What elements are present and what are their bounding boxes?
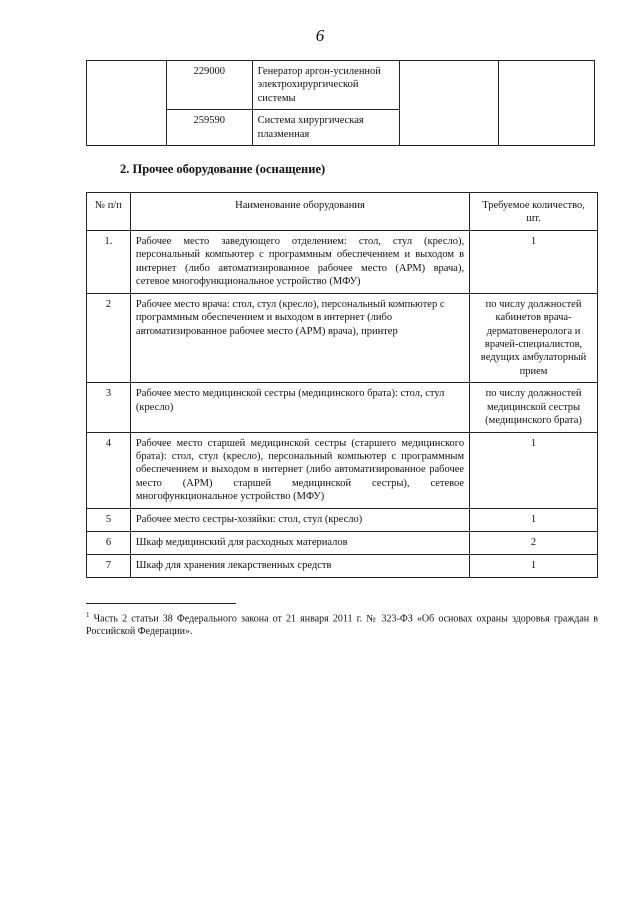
equipment-name: Система хирургическая плазменная [252, 110, 399, 146]
table-header-row [87, 193, 598, 231]
row-name: Рабочее место врача: стол, стул (кресло), персональный компьютер с программным обеспечением и выходом в интернет (либо автоматизированное рабочее место (АРМ) врача), принтер [130, 293, 469, 383]
row-qty: по числу должностей медицинской сестры (медицинского брата) [470, 383, 598, 432]
row-qty: по числу должностей кабинетов врача-дерматовенеролога и врачей-специалистов, ведущих амбулаторный прием [470, 293, 598, 383]
row-name: Рабочее место старшей медицинской сестры (старшего медицинского брата): стол, стул (кресло), персональный компьютер с программным обеспечением и выходом в интернет (либо автоматизированное рабочее место (АРМ) старшей медицинской сестры), сетевое многофункциональное устройство (МФУ) [130, 432, 469, 508]
row-name: Рабочее место сестры-хозяйки: стол, стул (кресло) [130, 508, 469, 531]
row-qty: 2 [470, 531, 598, 554]
header-num: № п/п [87, 193, 131, 231]
table-row [87, 383, 598, 432]
continuation-table [86, 60, 595, 146]
table-row [87, 61, 595, 110]
header-name: Наименование оборудования [130, 193, 469, 231]
table-row [87, 508, 598, 531]
page-number: 6 [315, 26, 325, 45]
table-row [87, 432, 598, 508]
table-cell-empty [399, 61, 499, 146]
row-qty: 1 [470, 508, 598, 531]
row-num: 1. [87, 230, 131, 293]
row-num: 5 [87, 508, 131, 531]
equipment-name: Генератор аргон-усиленной электрохирургической системы [252, 61, 399, 110]
equipment-code: 259590 [166, 110, 252, 146]
table-cell-empty [87, 61, 167, 146]
row-name: Шкаф для хранения лекарственных средств [130, 554, 469, 577]
row-num: 4 [87, 432, 131, 508]
row-num: 6 [87, 531, 131, 554]
equipment-table [86, 192, 598, 578]
row-name: Рабочее место заведующего отделением: стол, стул (кресло), персональный компьютер с программным обеспечением и выходом в интернет (либо автоматизированное рабочее место (АРМ) врача), сетевое многофункциональное устройство (МФУ) [130, 230, 469, 293]
equipment-code: 229000 [166, 61, 252, 110]
row-num: 2 [87, 293, 131, 383]
row-qty: 1 [470, 432, 598, 508]
row-num: 3 [87, 383, 131, 432]
table-cell-empty [499, 61, 595, 146]
footnote-divider [86, 603, 236, 604]
header-qty: Требуемое количество, шт. [470, 193, 598, 231]
row-qty: 1 [470, 554, 598, 577]
footnote [86, 611, 598, 638]
footnote-text: Часть 2 статьи 38 Федерального закона от 21 января 2011 г. № 323-ФЗ «Об основах охраны здоровья граждан в Российской Федерации». [86, 613, 599, 638]
table-row [87, 554, 598, 577]
table-row [87, 293, 598, 383]
section-title: 2. Прочее оборудование (оснащение) [120, 162, 326, 176]
row-name: Рабочее место медицинской сестры (медицинского брата): стол, стул (кресло) [130, 383, 469, 432]
table-row [87, 531, 598, 554]
table-row [87, 230, 598, 293]
footnote-marker: 1 [86, 611, 90, 619]
row-qty: 1 [470, 230, 598, 293]
row-num: 7 [87, 554, 131, 577]
row-name: Шкаф медицинский для расходных материалов [130, 531, 469, 554]
